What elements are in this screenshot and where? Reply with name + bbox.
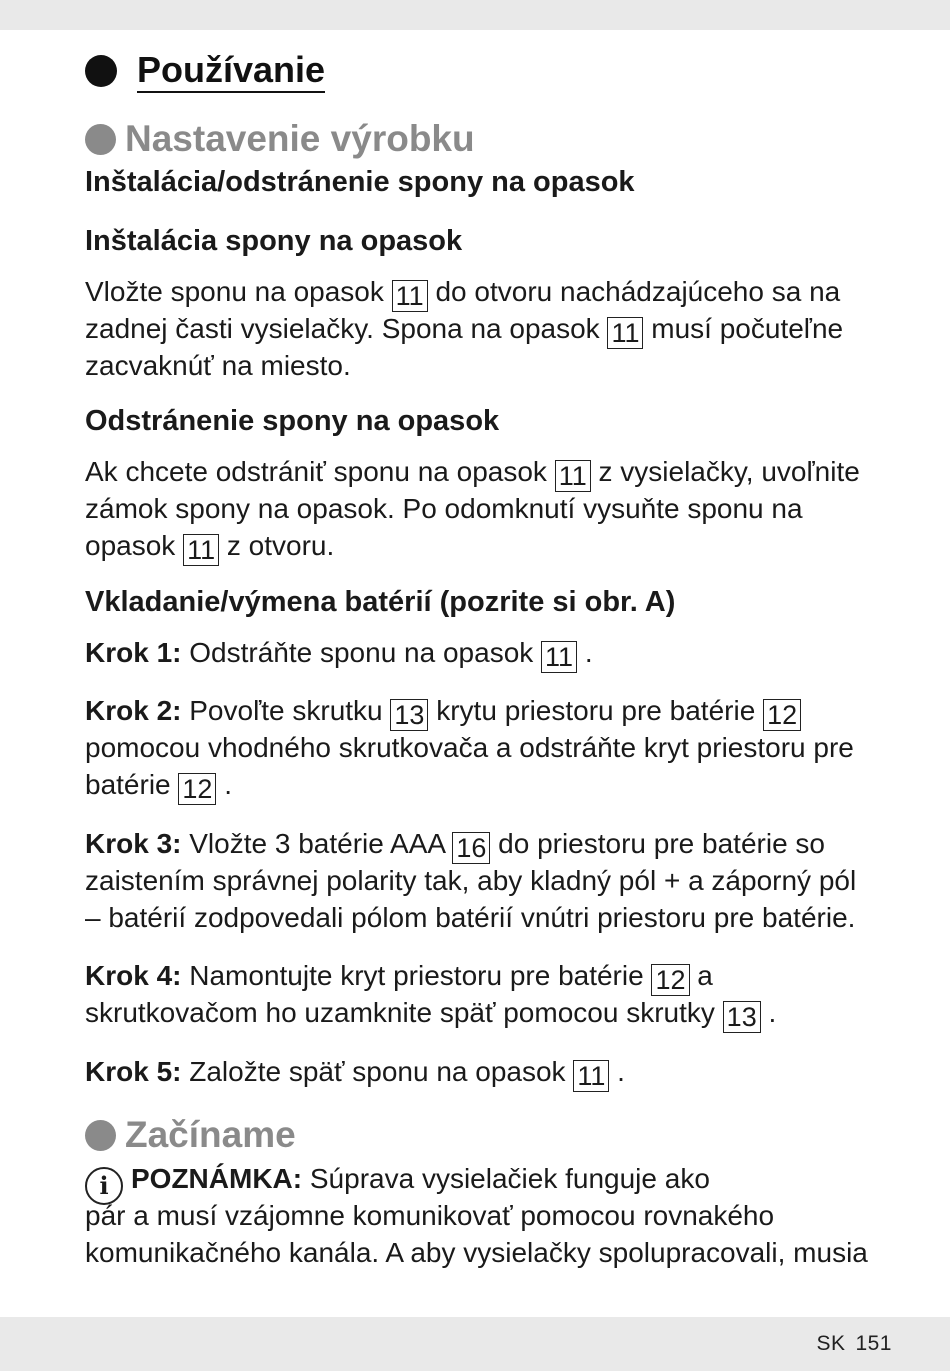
note-paragraph: i POZNÁMKA: Súprava vysielačiek funguje ako pár a musí vzájomne komunikovať pomocou rovnakého komunikačného kanála. A aby vysielačky spolupracovali, musia bbox=[85, 1163, 868, 1268]
top-bar bbox=[0, 0, 950, 30]
ref-number: 13 bbox=[390, 699, 428, 731]
step-1: Krok 1: Odstráňte sponu na opasok 11 . bbox=[85, 637, 593, 672]
ref-number: 11 bbox=[573, 1060, 609, 1092]
ref-number: 12 bbox=[651, 964, 689, 996]
remove-heading: Odstránenie spony na opasok bbox=[85, 405, 500, 437]
ref-number: 11 bbox=[541, 641, 577, 673]
battery-heading: Vkladanie/výmena batérií (pozrite si obr. A) bbox=[85, 586, 676, 618]
step-3: Krok 3: Vložte 3 batérie AAA 16 do priestoru pre batérie so zaistením správnej polarity tak, aby kladný pól + a záporný pól – batérií zodpovedali pólom batérií vnútri priestoru pre batérie. bbox=[85, 828, 857, 933]
ref-number: 11 bbox=[607, 317, 643, 349]
install-heading: Inštalácia spony na opasok bbox=[85, 225, 463, 257]
section-start-title: Začíname bbox=[125, 1114, 296, 1155]
ref-number: 13 bbox=[723, 1001, 761, 1033]
ref-number: 12 bbox=[178, 773, 216, 805]
step-5: Krok 5: Založte späť sponu na opasok 11 . bbox=[85, 1056, 625, 1091]
remove-paragraph: Ak chcete odstrániť sponu na opasok 11 z vysielačky, uvoľnite zámok spony na opasok. Po odomknutí vysuňte sponu na opasok 11 z otvoru. bbox=[85, 456, 860, 565]
bullet-icon bbox=[85, 1120, 116, 1151]
info-icon: i bbox=[85, 1167, 123, 1205]
install-paragraph: Vložte sponu na opasok 11 do otvoru nachádzajúceho sa na zadnej časti vysielačky. Spona na opasok 11 musí počuteľne zacvaknúť na miesto. bbox=[85, 276, 844, 381]
page-footer bbox=[0, 1317, 950, 1371]
footer-language: SK bbox=[816, 1332, 846, 1355]
ref-number: 11 bbox=[392, 280, 428, 312]
heading-usage bbox=[85, 45, 325, 97]
section-setup-heading bbox=[85, 116, 475, 162]
step-2: Krok 2: Povoľte skrutku 13 krytu priestoru pre batérie 12 pomocou vhodného skrutkovača a odstráňte kryt priestoru pre batérie 12 . bbox=[85, 695, 854, 804]
ref-number: 11 bbox=[183, 534, 219, 566]
sub-heading-belt-clip: Inštalácia/odstránenie spony na opasok bbox=[85, 166, 635, 198]
bullet-icon bbox=[85, 55, 117, 87]
section-setup-title: Nastavenie výrobku bbox=[125, 118, 475, 159]
bullet-icon bbox=[85, 124, 116, 155]
step-4: Krok 4: Namontujte kryt priestoru pre batérie 12 a skrutkovačom ho uzamknite späť pomocou skrutky 13 . bbox=[85, 960, 777, 1032]
ref-number: 11 bbox=[555, 460, 591, 492]
page-number: 151 bbox=[855, 1332, 892, 1355]
heading-title: Používanie bbox=[137, 49, 325, 93]
section-start-heading bbox=[85, 1112, 296, 1158]
note-label: POZNÁMKA: bbox=[131, 1163, 303, 1194]
ref-number: 12 bbox=[763, 699, 801, 731]
ref-number: 16 bbox=[452, 832, 490, 864]
